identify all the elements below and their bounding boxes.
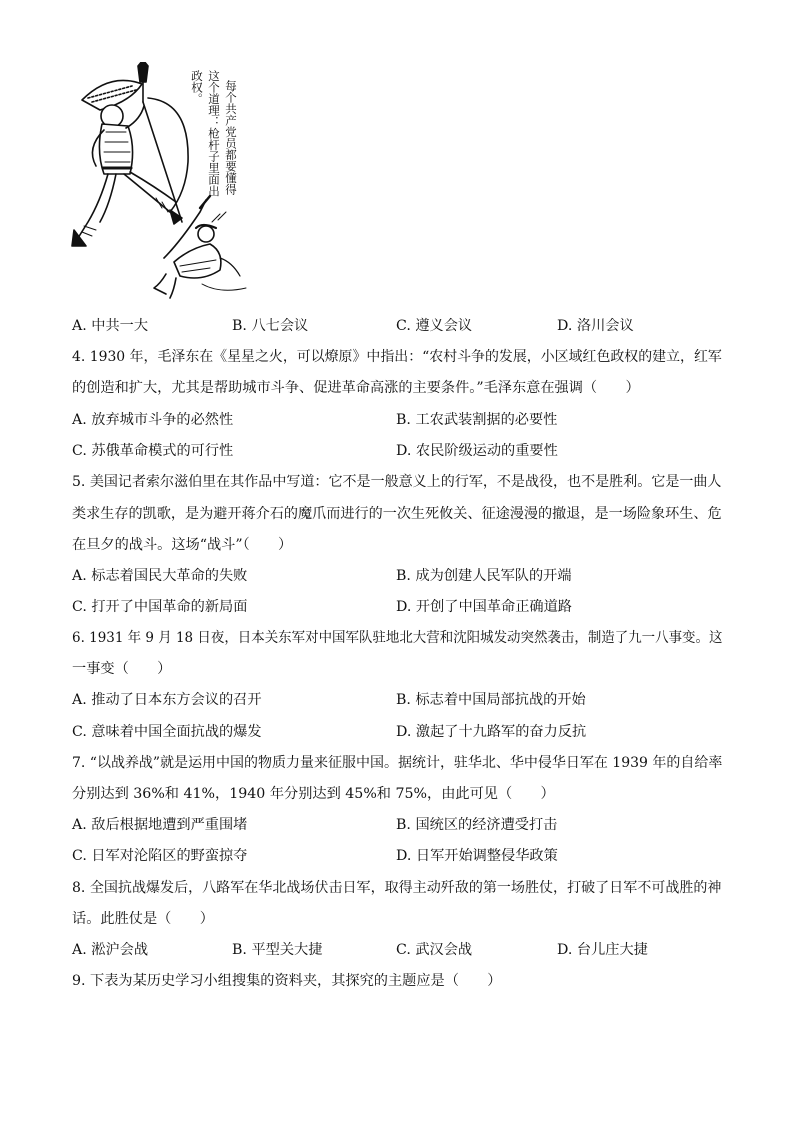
q5-stem-line2: 类求生存的凯歌，是为避开蒋介石的魔爪而进行的一次生死攸关、征途漫漫的撤退，是一场险象环生、危 [72,506,722,522]
cartoon-caption-col3: 政权。 [190,70,204,105]
cartoon-illustration [70,62,248,312]
q5-option-d[interactable]: D. 开创了中国革命正确道路 [396,599,572,615]
q4-option-c[interactable]: C. 苏俄革命模式的可行性 [72,443,234,459]
cartoon-caption-col1: 每个共产党员都要懂得 [224,80,238,195]
q7-option-c[interactable]: C. 日军对沦陷区的野蛮掠夺 [72,848,248,864]
q3-option-a[interactable]: A. 中共一大 [72,318,149,334]
q6-option-a[interactable]: A. 推动了日本东方会议的召开 [72,692,262,708]
q4-option-d[interactable]: D. 农民阶级运动的重要性 [396,443,558,459]
q9-stem-line1: 9. 下表为某历史学习小组搜集的资料夹，其探究的主题应是（ ） [72,973,502,989]
q7-stem-line2: 分别达到 36%和 41%，1940 年分别达到 45%和 75%，由此可见（ ） [72,786,555,802]
q7-option-a[interactable]: A. 敌后根据地遭到严重围堵 [72,817,248,833]
q4-stem-line2: 的创造和扩大，尤其是帮助城市斗争、促进革命高涨的主要条件。”毛泽东意在强调（ ） [72,380,640,396]
q3-option-b[interactable]: B. 八七会议 [232,318,309,334]
q6-option-b[interactable]: B. 标志着中国局部抗战的开始 [396,692,586,708]
cartoon-caption-col2: 这个道理：枪杆子里面出 [207,70,221,197]
q4-option-a[interactable]: A. 放弃城市斗争的必然性 [72,412,234,428]
q3-option-d[interactable]: D. 洛川会议 [557,318,634,334]
q5-option-b[interactable]: B. 成为创建人民军队的开端 [396,568,572,584]
q8-stem-line2: 话。此胜仗是（ ） [72,911,214,927]
q5-option-c[interactable]: C. 打开了中国革命的新局面 [72,599,248,615]
q6-stem-line2: 一事变（ ） [72,661,172,677]
q8-stem-line1: 8. 全国抗战爆发后，八路军在华北战场伏击日军，取得主动歼敌的第一场胜仗，打破了日军不可战胜的神 [72,880,722,896]
q5-stem-line3: 在旦夕的战斗。这场“战斗”（ ） [72,537,293,553]
q6-stem-line1: 6. 1931 年 9 月 18 日夜，日本关东军对中国军队驻地北大营和沈阳城发动突然袭击，制造了九一八事变。这 [72,630,723,646]
q7-stem-line1: 7. “以战养战”就是运用中国的物质力量来征服中国。据统计，驻华北、华中侵华日军在 1939 年的自给率 [72,755,723,771]
q4-stem-line1: 4. 1930 年，毛泽东在《星星之火，可以燎原》中指出：“农村斗争的发展，小区域红色政权的建立，红军 [72,349,722,365]
q8-option-c[interactable]: C. 武汉会战 [396,942,473,958]
q7-option-b[interactable]: B. 国统区的经济遭受打击 [396,817,558,833]
q6-option-d[interactable]: D. 激起了十九路军的奋力反抗 [396,724,587,740]
q7-option-d[interactable]: D. 日军开始调整侵华政策 [396,848,558,864]
q8-option-d[interactable]: D. 台儿庄大捷 [557,942,648,958]
q4-option-b[interactable]: B. 工农武装割据的必要性 [396,412,558,428]
q3-option-c[interactable]: C. 遵义会议 [396,318,473,334]
soldier-cartoon-icon [70,62,248,312]
q8-option-a[interactable]: A. 淞沪会战 [72,942,149,958]
q8-option-b[interactable]: B. 平型关大捷 [232,942,323,958]
q6-option-c[interactable]: C. 意味着中国全面抗战的爆发 [72,724,262,740]
q5-option-a[interactable]: A. 标志着国民大革命的失败 [72,568,248,584]
q5-stem-line1: 5. 美国记者索尔滋伯里在其作品中写道：它不是一般意义上的行军，不是战役，也不是胜利。它是一曲人 [72,474,722,490]
